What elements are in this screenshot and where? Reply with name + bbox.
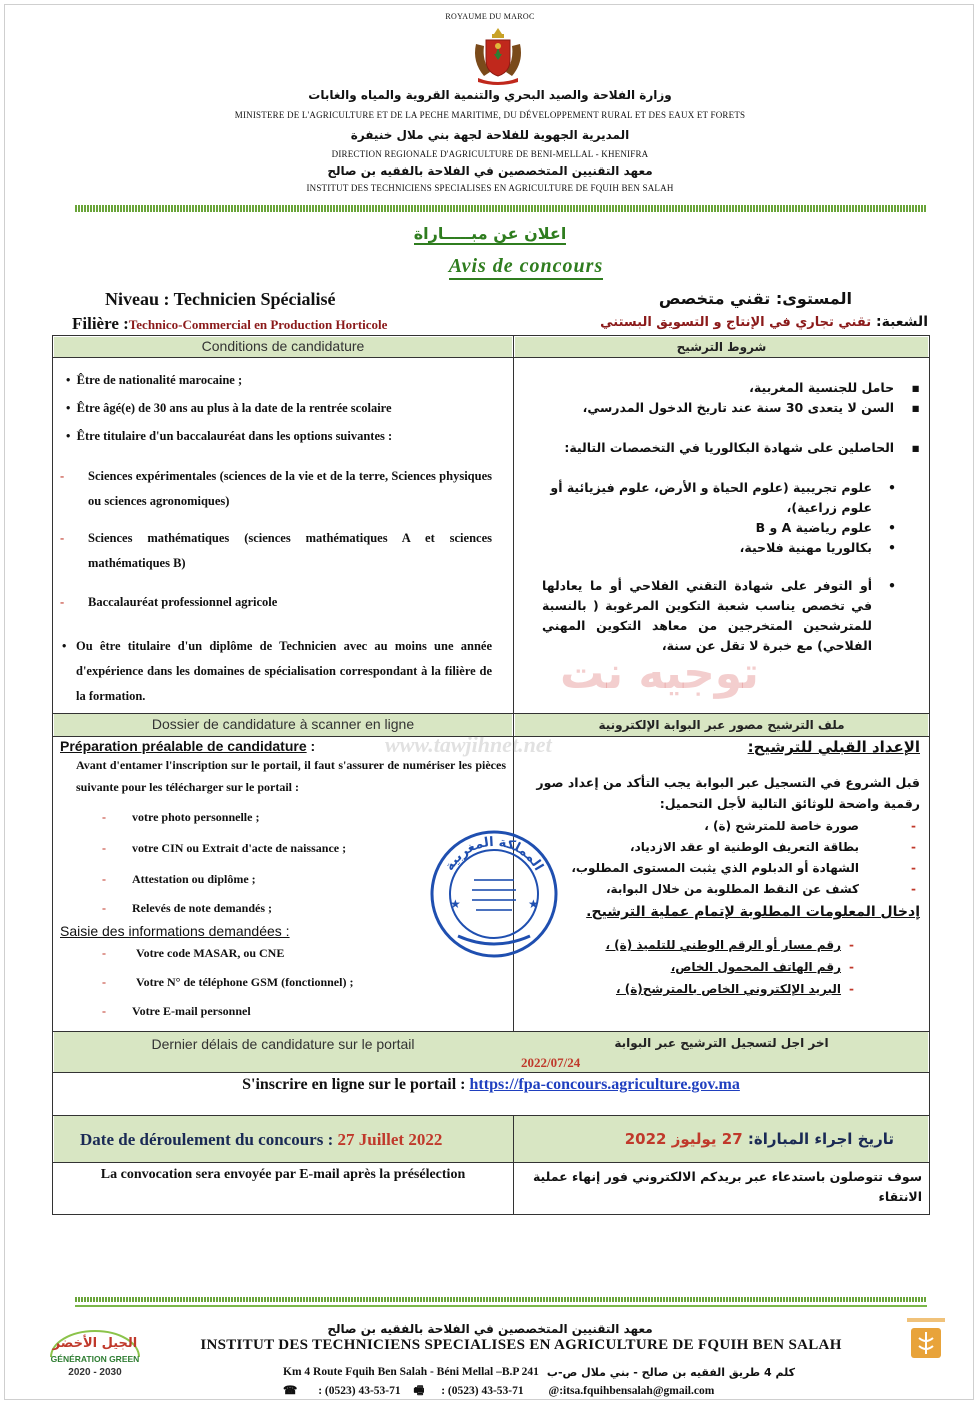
footer-contacts: ☎ : (0523) 43-53-71 🖷 : (0523) 43-53-71 @:itsa.fquihbensalah@gmail.com (283, 1385, 715, 1397)
direction-ar: المديرية الجهوية للفلاحة لجهة بني ملال خنيفرة (350, 128, 630, 142)
list-item: -الشهادة أو الدبلوم الذي يثبت المستوى المطلوب، (571, 861, 916, 875)
footer-divider (75, 1297, 927, 1302)
list-item: - Relevés de note demandés ; (102, 901, 272, 915)
list-item: -كشف عن النقط المطلوبة من خلال البوابة، (606, 882, 916, 896)
footer-address-fr: Km 4 Route Fquih Ben Salah - Béni Mellal –B.P 241 (283, 1366, 539, 1378)
conditions-header-fr: Conditions de candidature (201, 338, 365, 354)
list-item: -رقم مسار أو الرقم الوطني للتلميذ (ة) ، (605, 938, 854, 952)
info-list-ar (520, 934, 920, 1000)
footer-address-ar: كلم 4 طريق الفقيه بن صالح - بني ملال ص-ب (546, 1366, 795, 1379)
info-title-ar: إدخال المعلومات المطلوبة لإتمام عملية الترشيح. (586, 904, 920, 920)
list-item: -البريد الإلكتروني الخاص بالمترشح(ة) ، (615, 982, 854, 996)
list-item: • أو التوفر على شهادة التقني الفلاحي أو ما يعادلها في تخصص يناسب شعبة التكوين المرغوبة ( بالنسبة للمترشحين المتخرجين من معاهد التكوين المهني الفلاحي) مع خبرة لا تقل عن سنة، (542, 578, 896, 653)
kingdom-label: ROYAUME DU MAROC (445, 12, 535, 21)
title-fr: Avis de concours (0, 255, 980, 278)
level-fr: Niveau : Technicien Spécialisé (105, 289, 336, 309)
dossier-header-fr: Dossier de candidature à scanner en ligne (151, 716, 415, 732)
exam-date-fr: Date de déroulement du concours : 27 Juillet 2022 (80, 1130, 443, 1149)
conditions-header-ar: شروط الترشيح (676, 340, 767, 354)
prep-title-fr: Préparation préalable de candidature : (60, 738, 316, 754)
list-item: • Être âgé(e) de 30 ans au plus à la date de la rentrée scolaire (66, 401, 392, 415)
ministry-fr: MINISTERE DE L'AGRICULTURE ET DE LA PECHE MARITIME, DU DÉVELOPPEMENT RURAL ET DES EAUX ET FORETS (234, 110, 746, 120)
list-item: - Votre E-mail personnel (102, 1004, 251, 1018)
table-hline (52, 713, 930, 714)
prep-text-fr: Avant d'entamer l'inscription sur le portail, il faut s'assurer de numériser les pièces suivante pour les télécharger sur le portail : (76, 758, 506, 794)
list-item: - Sciences mathématiques (sciences mathématiques A et sciences mathématiques B) (60, 531, 492, 570)
ministry-logo (903, 1312, 949, 1368)
footer-institute-ar: معهد التقنيين المتخصصين في الفلاحة بالفقيه بن صالح (327, 1322, 653, 1336)
gen-green-ar: الجيل الأخضر (52, 1336, 138, 1351)
dossier-ar (520, 738, 920, 1000)
header-divider (75, 205, 927, 212)
direction-fr: DIRECTION REGIONALE D'AGRICULTURE DE BENI-MELLAL - KHENIFRA (331, 149, 649, 159)
ministry-ar: وزارة الفلاحة والصيد البحري والتنمية القروية والمياه والغابات (308, 88, 672, 102)
list-item: - Attestation ou diplôme ; (102, 872, 256, 886)
prep-list-ar (520, 816, 920, 900)
svg-text:★: ★ (528, 897, 539, 911)
svg-text:★: ★ (450, 897, 461, 911)
table-vline-2 (513, 1116, 514, 1215)
list-item: • علوم رياضية A و B (755, 520, 896, 535)
footer-institute-fr: INSTITUT DES TECHNICIENS SPECIALISES EN AGRICULTURE DE FQUIH BEN SALAH (200, 1337, 842, 1353)
list-item: -رقم الهاتف المحمول الخاص، (670, 960, 854, 974)
list-item: - votre photo personnelle ; (102, 810, 260, 824)
list-item: ▪ حامل للجنسية المغربية، (749, 380, 920, 395)
list-item: • بكالوريا مهنية فلاحية، (739, 540, 896, 555)
table-hline (52, 1072, 930, 1073)
list-item: • علوم تجريبية (علوم الحياة و الأرض، علوم فيزيائية أو علوم زراعية)، (550, 480, 896, 515)
table-hline (52, 357, 930, 358)
convocation-fr: La convocation sera envoyée par E-mail après la présélection (100, 1167, 466, 1182)
list-item: • Ou être titulaire d'un diplôme de Technicien avec au moins une année d'expérience dans les domaines de spécialisation correspondant à la filière de la formation. (62, 639, 492, 703)
footer-email[interactable]: @:itsa.fquihbensalah@gmail.com (548, 1385, 715, 1397)
title-ar: اعلان عن مبـــــاراة (413, 224, 567, 243)
list-item: - votre CIN ou Extrait d'acte de naissance ; (102, 841, 347, 855)
list-item: -بطاقة التعريف الوطنية او عقد الازدياد، (630, 840, 916, 854)
prep-text-ar: قبل الشروع في التسجيل عبر البوابة يجب التأكد من إعداد صور رقمية واضحة للوثائق التالية لأجل التحميل: (536, 775, 920, 811)
list-item: ▪ السن لا يتعدى 30 سنة عند تاريخ الدخول المدرسي، (582, 400, 920, 415)
gen-green-fr: GÉNÉRATION GREEN (50, 1354, 140, 1364)
filiere-ar: الشعبة: تقني تجاري في الإنتاج و التسويق البستني (600, 314, 928, 330)
deadline-fr: Dernier délais de candidature sur le portail (151, 1036, 415, 1052)
list-item: • Être titulaire d'un baccalauréat dans les options suivantes : (66, 429, 393, 443)
watermark-url: www.tawjihnet.net (385, 732, 552, 757)
stamp-text: المملكة المغربية (442, 834, 546, 874)
list-item: ▪ الحاصلين على شهادة البكالوريا في التخصصات التالية: (564, 440, 920, 455)
phone-icon: ☎ (283, 1385, 298, 1397)
watermark-ar: توجيه نت (560, 648, 759, 699)
fax-icon: 🖷 (413, 1385, 425, 1397)
list-item: - Votre N° de téléphone GSM (fonctionnel) ; (102, 975, 354, 989)
table-hline (52, 1031, 930, 1032)
footer-divider-line (75, 1305, 927, 1307)
list-item: • Être de nationalité marocaine ; (66, 373, 243, 387)
exam-date-ar: تاريخ اجراء المباراة: 27 يوليوز 2022 (624, 1130, 894, 1148)
deadline-ar: اخر اجل لتسجيل الترشيح عبر البوابة (614, 1036, 829, 1050)
deadline-date: 2022/07/24 (521, 1055, 581, 1070)
list-item: -صورة خاصة للمترشح (ة) ، (704, 819, 916, 833)
table-hline (52, 1115, 930, 1116)
prep-title-ar: الإعداد القبلي للترشيح: (747, 738, 920, 756)
list-item: - Votre code MASAR, ou CNE (102, 946, 285, 960)
royal-emblem-icon (468, 24, 528, 86)
filiere-fr: Filière :Technico-Commercial en Production Horticole (72, 314, 388, 333)
level-ar: المستوى: تقني متخصص (658, 289, 852, 308)
table-hline (52, 1162, 930, 1163)
gen-green-years: 2020 - 2030 (68, 1367, 122, 1378)
dossier-header-ar: ملف الترشيح مصور عبر البوابة الإلكترونية (598, 718, 845, 732)
institute-ar: معهد التقنيين المتخصصين في الفلاحة بالفقيه بن صالح (327, 164, 653, 178)
convocation-ar: سوف تتوصلون باستدعاء عبر بريدكم الالكتروني فور إنهاء عملية الانتقاء (532, 1169, 922, 1204)
portal-line: S'inscrire en ligne sur le portail : https://fpa-concours.agriculture.gov.ma (242, 1076, 740, 1093)
list-item: - Sciences expérimentales (sciences de la vie et de la terre, Sciences physiques ou sciences agronomiques) (60, 469, 492, 508)
institute-fr: INSTITUT DES TECHNICIENS SPECIALISES EN AGRICULTURE DE FQUIH BEN SALAH (306, 183, 674, 193)
info-title-fr: Saisie des informations demandées : (60, 923, 290, 939)
list-item: - Baccalauréat professionnel agricole (60, 595, 278, 609)
portal-link[interactable]: https://fpa-concours.agriculture.gov.ma (469, 1076, 740, 1093)
